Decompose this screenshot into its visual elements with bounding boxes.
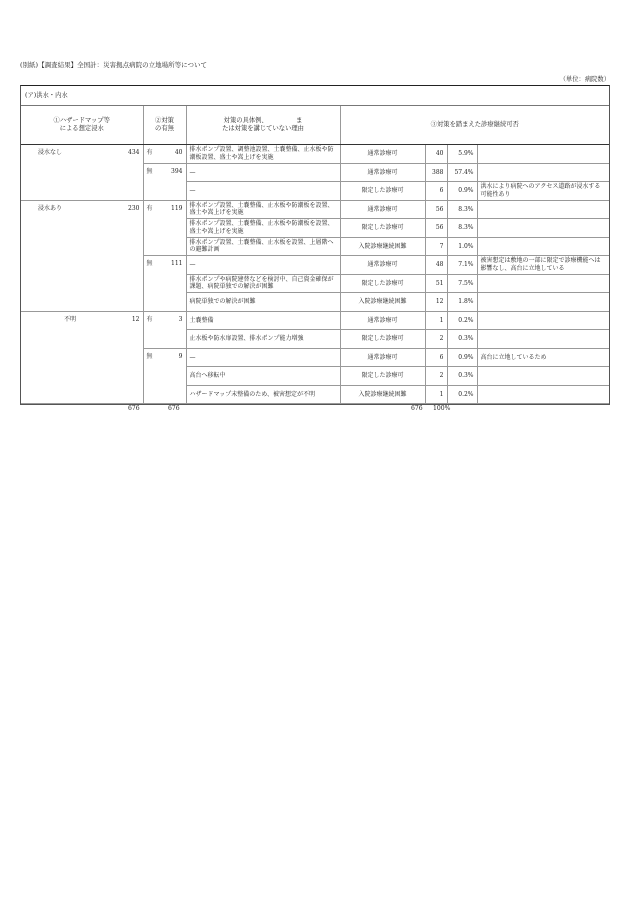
measure-count: 9: [178, 352, 183, 360]
hospital-count: 6: [425, 348, 447, 367]
measure-flag: 無: [146, 167, 153, 175]
unit-label: （単位：病院数）: [559, 76, 610, 83]
example-text: —: [186, 182, 340, 201]
percentage: 7.5%: [447, 274, 477, 293]
measure-cell: [143, 348, 186, 404]
hazard-category-cell: [21, 145, 143, 201]
example-text: 止水板や防水扉設置、排水ポンプ能力増強: [186, 330, 340, 349]
hospital-count: 1: [425, 385, 447, 404]
note-text: [477, 385, 609, 404]
hospital-count: 6: [425, 182, 447, 201]
hospital-count: 51: [425, 274, 447, 293]
continuity-status: 通常診療可: [340, 145, 425, 164]
percentage: 8.3%: [447, 200, 477, 219]
note-text: [477, 145, 609, 164]
note-text: 高台に立地しているため: [477, 348, 609, 367]
example-text: 排水ポンプや病院建替などを検討中、自己資金確保が課題、病院単独での解決が困難: [186, 274, 340, 293]
percentage: 0.2%: [447, 385, 477, 404]
continuity-status: 入院診療継続困難: [340, 385, 425, 404]
continuity-status: 限定した診療可: [340, 182, 425, 201]
continuity-status: 通常診療可: [340, 311, 425, 330]
measure-count: 394: [171, 167, 183, 175]
example-text: —: [186, 348, 340, 367]
continuity-status: 通常診療可: [340, 200, 425, 219]
example-text: 排水ポンプ設置、調整池設置、土嚢整備、止水板や防潮板設置、盛土や嵩上げを実施: [186, 145, 340, 164]
measure-count: 119: [171, 204, 183, 212]
note-text: [477, 330, 609, 349]
section-heading: (ア)洪水・内水: [21, 86, 609, 106]
hazard-count: 230: [128, 204, 140, 212]
note-text: [477, 367, 609, 386]
measure-cell: [143, 256, 186, 312]
measure-flag: 無: [146, 352, 153, 360]
note-text: [477, 274, 609, 293]
total-percent: 100%: [433, 405, 451, 412]
hazard-category: 浸水なし: [38, 149, 63, 156]
hospital-count: 56: [425, 219, 447, 238]
continuity-status: 入院診療継続困難: [340, 293, 425, 312]
hazard-category: 浸水あり: [38, 204, 63, 212]
measure-flag: 有: [146, 149, 153, 156]
hazard-category-cell: [21, 311, 143, 404]
percentage: 0.9%: [447, 348, 477, 367]
survey-table: [21, 106, 609, 404]
survey-table-frame: [20, 85, 610, 405]
header-continuity: ③対策を踏まえた診療継続可否: [340, 106, 609, 145]
example-text: 病院単独での解決が困難: [186, 293, 340, 312]
hazard-count: 12: [131, 315, 140, 323]
hospital-count: 2: [425, 367, 447, 386]
note-text: [477, 219, 609, 238]
hazard-category-cell: [21, 200, 143, 311]
total-measures: 676: [168, 405, 180, 412]
note-text: [477, 163, 609, 182]
example-text: 土嚢整備: [186, 311, 340, 330]
hospital-count: 7: [425, 237, 447, 256]
continuity-status: 限定した診療可: [340, 330, 425, 349]
hazard-category: 不明: [64, 315, 77, 323]
measure-flag: 有: [146, 315, 153, 323]
measure-count: 40: [174, 149, 183, 156]
hospital-count: 56: [425, 200, 447, 219]
table-row: [21, 311, 609, 330]
hazard-count: 434: [128, 149, 140, 156]
example-text: 排水ポンプ設置、土嚢整備、止水板や防潮板を設置、盛土や嵩上げを実施: [186, 219, 340, 238]
header-row: [21, 106, 609, 145]
example-text: —: [186, 256, 340, 275]
continuity-status: 通常診療可: [340, 163, 425, 182]
percentage: 8.3%: [447, 219, 477, 238]
percentage: 0.9%: [447, 182, 477, 201]
example-text: 高台へ移転中: [186, 367, 340, 386]
total-hazard: 676: [128, 405, 140, 412]
measure-cell: [143, 145, 186, 164]
measure-flag: 有: [146, 204, 153, 212]
hospital-count: 48: [425, 256, 447, 275]
continuity-status: 限定した診療可: [340, 274, 425, 293]
example-text: ハザードマップ未整備のため、被害想定が不明: [186, 385, 340, 404]
table-row: [21, 200, 609, 219]
measure-cell: [143, 163, 186, 200]
measure-cell: [143, 311, 186, 348]
header-examples: 対策の具体例、 ま たは対策を講じていない理由: [186, 106, 340, 145]
note-text: [477, 237, 609, 256]
table-row: [21, 145, 609, 164]
continuity-status: 通常診療可: [340, 256, 425, 275]
hospital-count: 1: [425, 311, 447, 330]
hospital-count: 12: [425, 293, 447, 312]
hospital-count: 388: [425, 163, 447, 182]
note-text: 被害想定は敷地の一部に限定で診療機能へは影響なし、高台に立地している: [477, 256, 609, 275]
total-count: 676: [411, 405, 423, 412]
percentage: 1.0%: [447, 237, 477, 256]
percentage: 57.4%: [447, 163, 477, 182]
measure-flag: 無: [146, 260, 153, 267]
measure-count: 111: [171, 260, 183, 267]
example-text: 排水ポンプ設置、土嚢整備、止水板を設置、上層階への避難計画: [186, 237, 340, 256]
percentage: 0.3%: [447, 367, 477, 386]
percentage: 0.2%: [447, 311, 477, 330]
percentage: 1.8%: [447, 293, 477, 312]
measure-count: 3: [178, 315, 183, 323]
percentage: 0.3%: [447, 330, 477, 349]
header-hazard: ①ハザードマップ等 による想定浸水: [21, 106, 143, 145]
example-text: —: [186, 163, 340, 182]
hospital-count: 40: [425, 145, 447, 164]
continuity-status: 入院診療継続困難: [340, 237, 425, 256]
header-measures: ②対策 の有無: [143, 106, 186, 145]
measure-cell: [143, 200, 186, 256]
hospital-count: 2: [425, 330, 447, 349]
note-text: 洪水により病院へのアクセス道路が浸水する可能性あり: [477, 182, 609, 201]
note-text: [477, 200, 609, 219]
example-text: 排水ポンプ設置、土嚢整備、止水板や防潮板を設置、盛土や嵩上げを実施: [186, 200, 340, 219]
note-text: [477, 293, 609, 312]
percentage: 7.1%: [447, 256, 477, 275]
percentage: 5.9%: [447, 145, 477, 164]
continuity-status: 限定した診療可: [340, 367, 425, 386]
note-text: [477, 311, 609, 330]
document-title: (別紙)【調査結果】全国計：災害拠点病院の立地場所等について: [20, 61, 207, 69]
continuity-status: 限定した診療可: [340, 219, 425, 238]
continuity-status: 通常診療可: [340, 348, 425, 367]
